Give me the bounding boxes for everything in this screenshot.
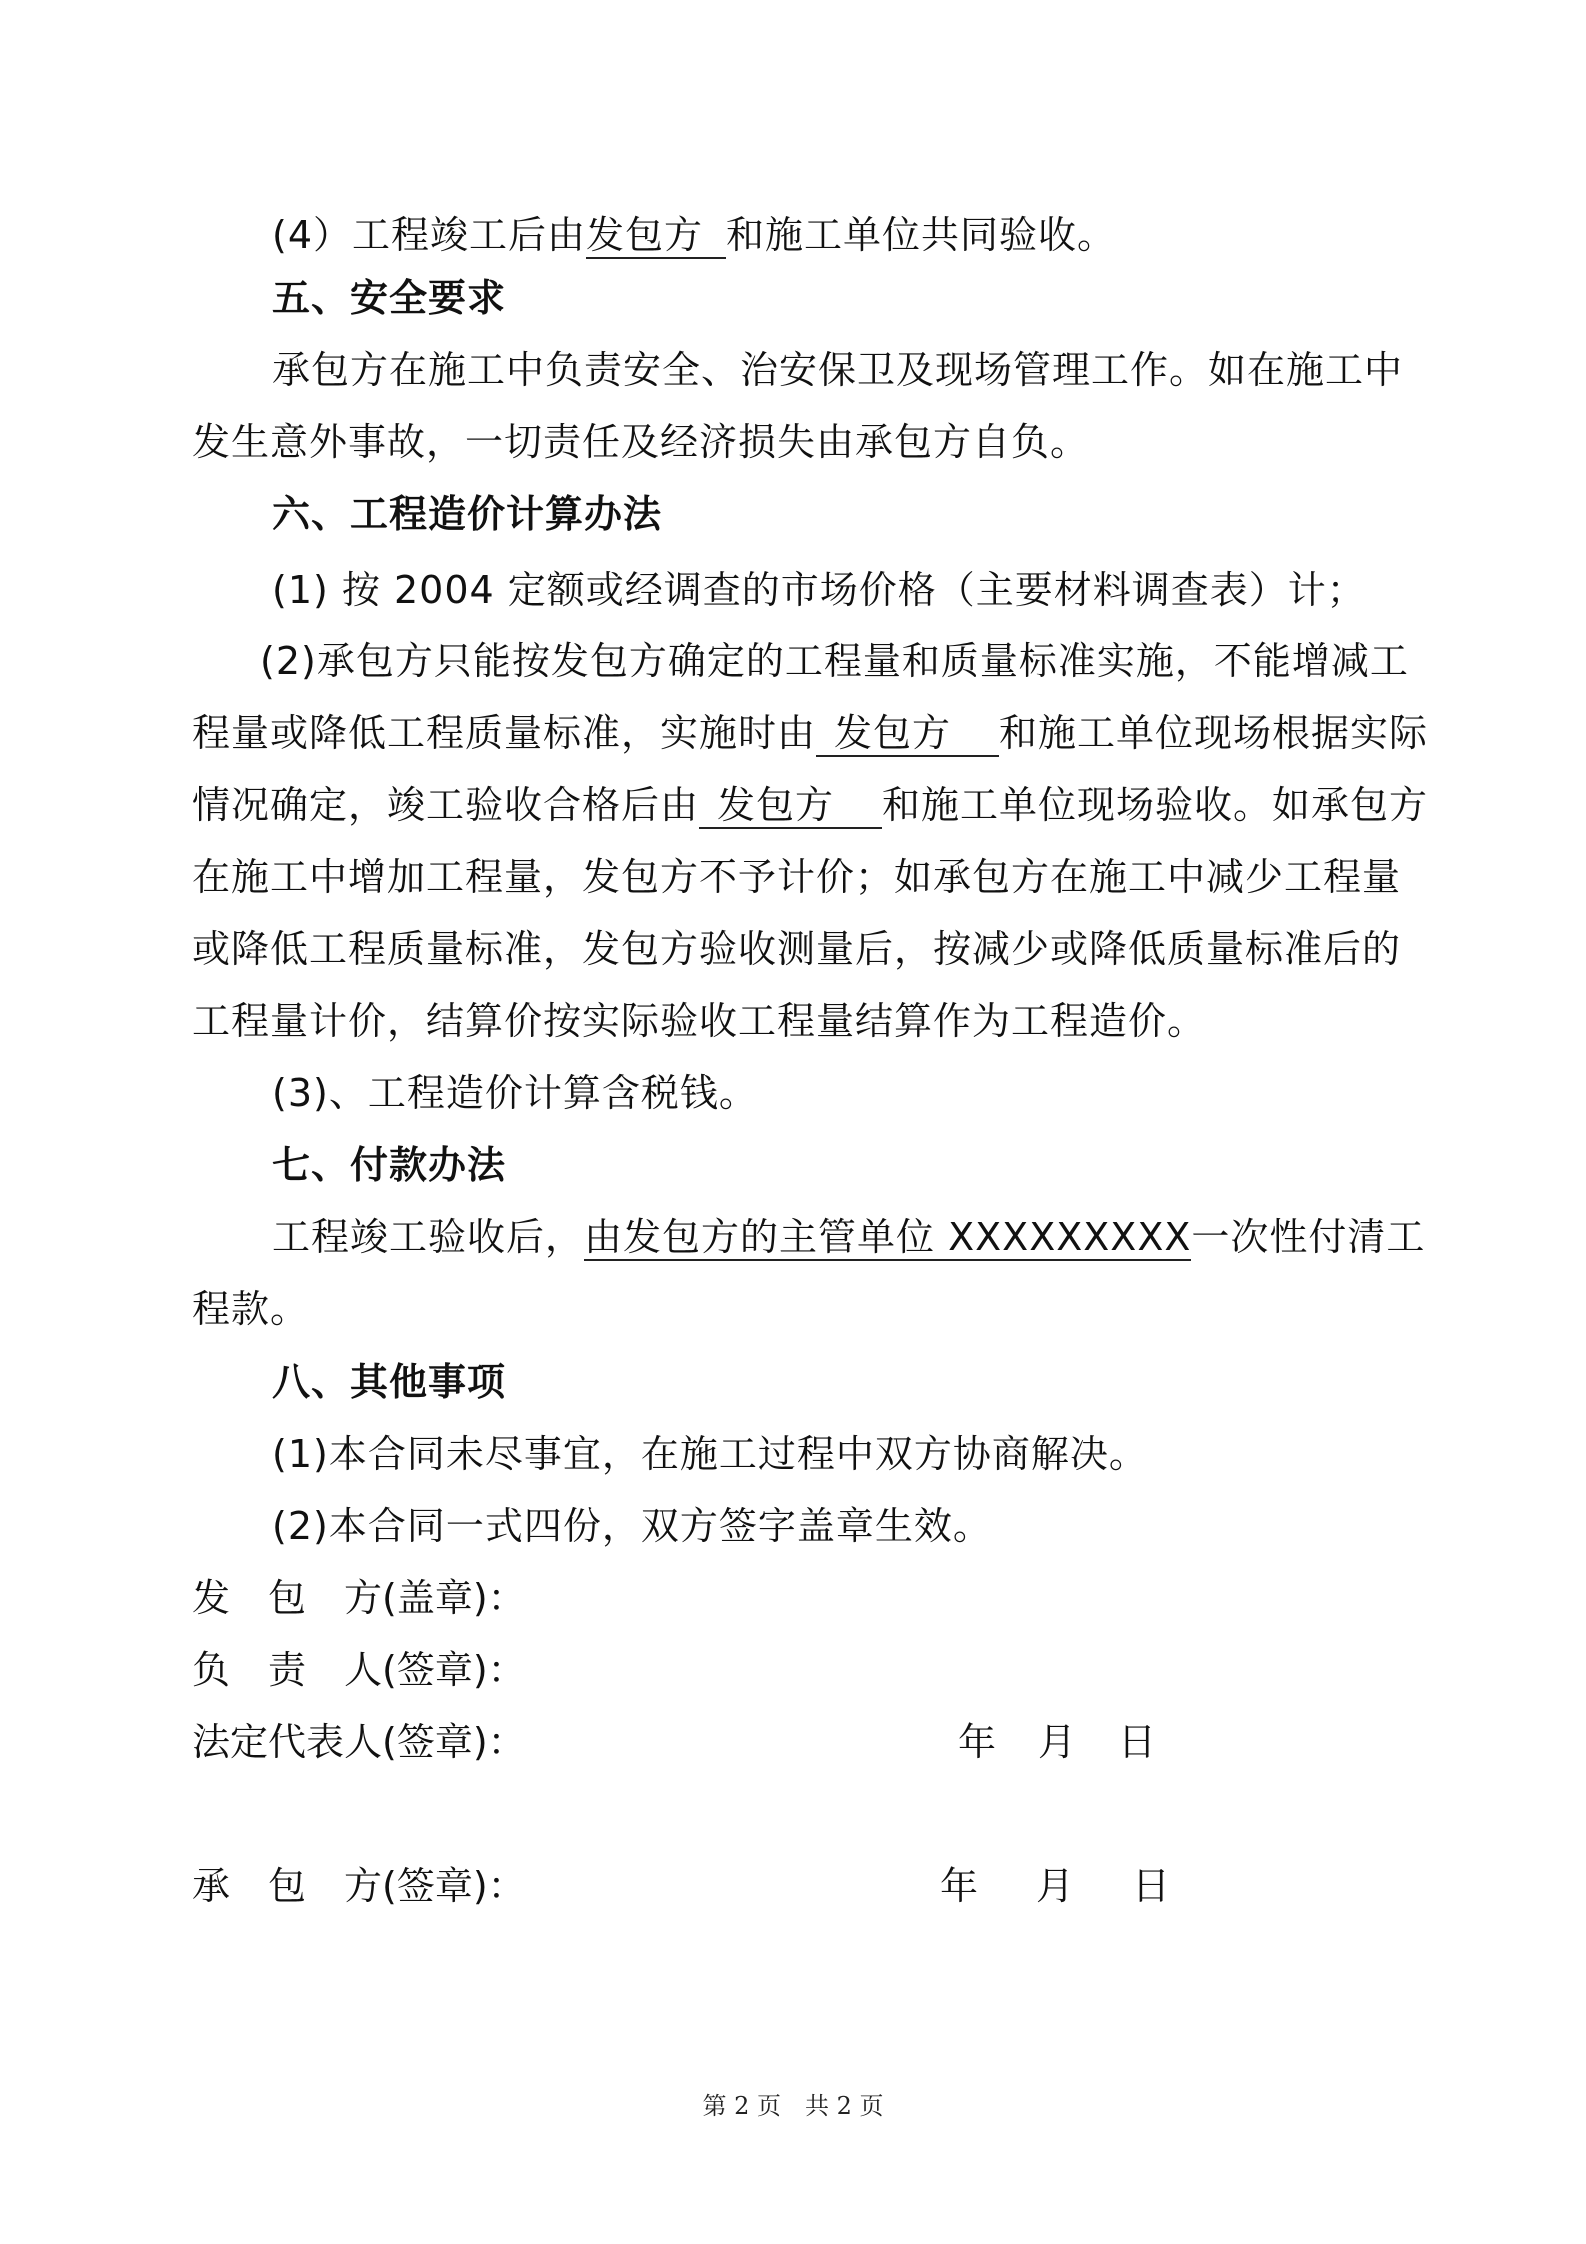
signature-legal-rep-label: 法定代表人(签章)： [192, 1720, 526, 1764]
paragraph-line [192, 781, 1428, 829]
fill-in-blank: 发包方 [586, 213, 726, 259]
fill-in-blank: 发包方 [816, 711, 999, 757]
day-label: 日 [1118, 1720, 1157, 1764]
clause-item: (1)本合同未尽事宜，在施工过程中双方协商解决。 [272, 1432, 1148, 1476]
clause-text: 情况确定，竣工验收合格后由 [192, 783, 700, 827]
year-label: 年 [940, 1864, 979, 1908]
clause-item: (3)、工程造价计算含税钱。 [272, 1071, 758, 1115]
clause-text: 程量或降低工程质量标准，实施时由 [192, 711, 817, 755]
clause-text: (4）工程竣工后由 [272, 213, 587, 257]
clause-text: 一次性付清工 [1191, 1215, 1426, 1259]
paragraph-line: 或降低工程质量标准，发包方验收测量后，按减少或降低质量标准后的 [192, 927, 1402, 971]
page-footer: 第 2 页 共 2 页 [702, 2092, 884, 2120]
section-heading-7: 七、付款办法 [272, 1143, 507, 1187]
section-heading-6: 六、工程造价计算办法 [272, 492, 663, 536]
signature-responsible-label: 负 责 人(签章)： [192, 1648, 526, 1692]
date-line-employer [958, 1718, 1156, 1766]
clause-item: (2)本合同一式四份，双方签字盖章生效。 [272, 1504, 992, 1548]
date-line-contractor [940, 1862, 1170, 1910]
month-label: 月 [1036, 1864, 1075, 1908]
paragraph-line: 程款。 [192, 1287, 310, 1331]
paragraph-line: 发生意外事故，一切责任及经济损失由承包方自负。 [192, 420, 1090, 464]
clause-item: (2)承包方只能按发包方确定的工程量和质量标准实施，不能增减工 [260, 639, 1409, 683]
clause-item-4 [272, 211, 1116, 259]
paragraph-line: 工程量计价，结算价按实际验收工程量结算作为工程造价。 [192, 999, 1207, 1043]
paragraph-line: 承包方在施工中负责安全、治安保卫及现场管理工作。如在施工中 [272, 348, 1404, 392]
clause-text: 和施工单位现场根据实际 [999, 711, 1429, 755]
signature-employer-label: 发 包 方(盖章)： [192, 1576, 526, 1620]
year-label: 年 [958, 1720, 997, 1764]
clause-item: (1) 按 2004 定额或经调查的市场价格（主要材料调查表）计； [272, 568, 1366, 612]
signature-contractor-label: 承 包 方(签章)： [192, 1864, 526, 1908]
fill-in-blank: 发包方 [699, 783, 882, 829]
day-label: 日 [1132, 1864, 1171, 1908]
paragraph-line [272, 1213, 1425, 1261]
clause-text: 和施工单位共同验收。 [726, 213, 1117, 257]
section-heading-8: 八、其他事项 [272, 1360, 507, 1404]
clause-text: 工程竣工验收后， [272, 1215, 585, 1259]
month-label: 月 [1038, 1720, 1077, 1764]
paragraph-line [192, 709, 1428, 757]
paragraph-line: 在施工中增加工程量，发包方不予计价；如承包方在施工中减少工程量 [192, 855, 1402, 899]
clause-text: 和施工单位现场验收。如承包方 [882, 783, 1429, 827]
fill-in-blank: 由发包方的主管单位 XXXXXXXXX [584, 1215, 1192, 1259]
section-heading-5: 五、安全要求 [272, 276, 507, 320]
